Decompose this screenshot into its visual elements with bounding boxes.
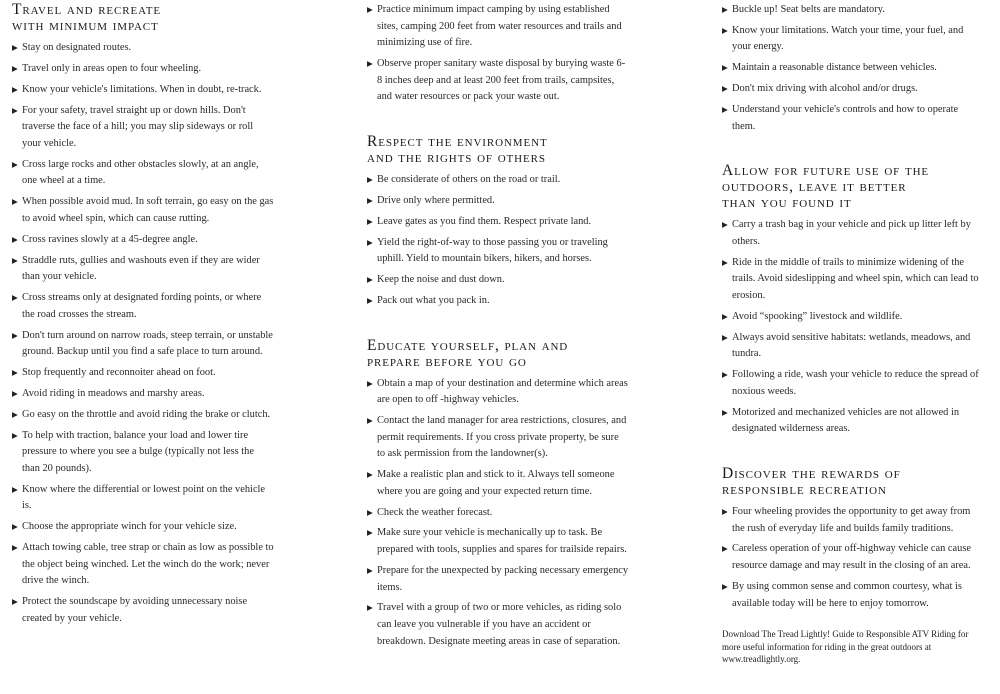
list-item: ▶ Obtain a map of your destination and determine which areas are open to off -highway vehicles. [367,376,629,409]
list-item: ▶ Avoid “spooking” livestock and wildlife. [722,309,984,326]
list-item: ▶ Be considerate of others on the road or trail. [367,172,629,189]
list-item: ▶ Leave gates as you find them. Respect private land. [367,214,629,231]
list-item: ▶ Practice minimum impact camping by using established sites, camping 200 feet from water resources and trails and minimizing use of fire. [367,2,629,52]
list-item: ▶ Yield the right-of-way to those passing you or traveling uphill. Yield to mountain bikers, hikers, and horses. [367,235,629,268]
list-item: ▶ Cross ravines slowly at a 45-degree angle. [12,232,274,249]
list-item: ▶ By using common sense and common courtesy, what is available today will be here to enjoy tomorrow. [722,579,984,612]
list-item: ▶ Carry a trash bag in your vehicle and pick up litter left by others. [722,217,984,250]
list-respect [367,172,629,310]
download-note: Download The Tread Lightly! Guide to Responsible ATV Riding for more useful information for riding in the great outdoors at www.treadlightly.org. [722,629,969,664]
list-item: ▶ Four wheeling provides the opportunity to get away from the rush of everyday life and builds family traditions. [722,504,984,537]
list-item: ▶ Always avoid sensitive habitats: wetlands, meadows, and tundra. [722,330,984,363]
list-item: ▶ Make a realistic plan and stick to it. Always tell someone where you are going and your expected return time. [367,467,629,500]
list-item: ▶ Attach towing cable, tree strap or chain as low as possible to the object being winched. Let the winch do the work; never drive the winch. [12,540,274,590]
list-item: ▶ Cross large rocks and other obstacles slowly, at an angle, one wheel at a time. [12,157,274,190]
list-item: ▶ Careless operation of your off-highway vehicle can cause resource damage and may result in the closing of an area. [722,541,984,574]
list-discover [722,504,984,612]
list-item: ▶ Know where the differential or lowest point on the vehicle is. [12,482,274,515]
list-item: ▶ Prepare for the unexpected by packing necessary emergency items. [367,563,629,596]
column-middle [367,2,629,654]
list-item: ▶ Buckle up! Seat belts are mandatory. [722,2,984,19]
list-item: ▶ Choose the appropriate winch for your vehicle size. [12,519,274,536]
list-item: ▶ Drive only where permitted. [367,193,629,210]
heading-educate: Educate yourself, plan and prepare before you go [367,336,569,370]
list-item: ▶ When possible avoid mud. In soft terrain, go easy on the gas to avoid wheel spin, which can cause rutting. [12,194,274,227]
list-item: ▶ Following a ride, wash your vehicle to reduce the spread of noxious weeds. [722,367,984,400]
list-item: ▶ Check the weather forecast. [367,505,629,522]
list-item: ▶ Travel with a group of two or more vehicles, as riding solo can leave you vulnerable if you have an accident or breakdown. Designate meeting areas in case of separation. [367,600,629,650]
list-item: ▶ Maintain a reasonable distance between vehicles. [722,60,984,77]
list-travel-cont [367,2,629,106]
list-item: ▶ Know your vehicle's limitations. When in doubt, re-track. [12,82,274,99]
list-item: ▶ Understand your vehicle's controls and how to operate them. [722,102,984,135]
list-item: ▶ Make sure your vehicle is mechanically up to task. Be prepared with tools, supplies and spares for trailside repairs. [367,525,629,558]
list-item: ▶ Avoid riding in meadows and marshy areas. [12,386,274,403]
heading-discover: Discover the rewards of responsible recreation [722,464,901,498]
list-item: ▶ Go easy on the throttle and avoid riding the brake or clutch. [12,407,274,424]
list-educate-cont [722,2,984,135]
heading-allow: Allow for future use of the outdoors, leave it better than you found it [722,162,930,212]
list-item: ▶ Know your limitations. Watch your time, your fuel, and your energy. [722,23,984,56]
column-right [722,2,984,674]
list-travel [12,40,274,627]
list-item: ▶ Observe proper sanitary waste disposal by burying waste 6-8 inches deep and at least 200 feet from trails, campsites, and water resources or pack your waste out. [367,56,629,106]
list-item: ▶ Travel only in areas open to four wheeling. [12,61,274,78]
list-item: ▶ Don't turn around on narrow roads, steep terrain, or unstable ground. Backup until you find a safe place to turn around. [12,328,274,361]
column-left [12,2,274,632]
list-item: ▶ Stay on designated routes. [12,40,274,57]
list-item: ▶ Cross streams only at designated fording points, or where the road crosses the stream. [12,290,274,323]
list-item: ▶ Straddle ruts, gullies and washouts even if they are wider than your vehicle. [12,253,274,286]
list-allow [722,217,984,438]
list-item: ▶ For your safety, travel straight up or down hills. Don't traverse the face of a hill; you may slip sideways or roll your vehicle. [12,103,274,153]
heading-respect: Respect the environment and the rights of others [367,132,548,166]
list-item: ▶ Contact the land manager for area restrictions, closures, and permit requirements. If you cross private property, be sure to ask permission from the landowner(s). [367,413,629,463]
list-item: ▶ Stop frequently and reconnoiter ahead on foot. [12,365,274,382]
list-item: ▶ Ride in the middle of trails to minimize widening of the trails. Avoid sideslipping and wheel spin, which can lead to erosion. [722,255,984,305]
list-item: ▶ Protect the soundscape by avoiding unnecessary noise created by your vehicle. [12,594,274,627]
list-item: ▶ Don't mix driving with alcohol and/or drugs. [722,81,984,98]
heading-travel: Travel and recreate with minimum impact [12,1,162,34]
list-item: ▶ Keep the noise and dust down. [367,272,629,289]
list-item: ▶ To help with traction, balance your load and lower tire pressure to where you see a bulge (typically not less the than 20 pounds). [12,428,274,478]
list-item: ▶ Motorized and mechanized vehicles are not allowed in designated wilderness areas. [722,405,984,438]
list-educate [367,376,629,651]
list-item: ▶ Pack out what you pack in. [367,293,629,310]
